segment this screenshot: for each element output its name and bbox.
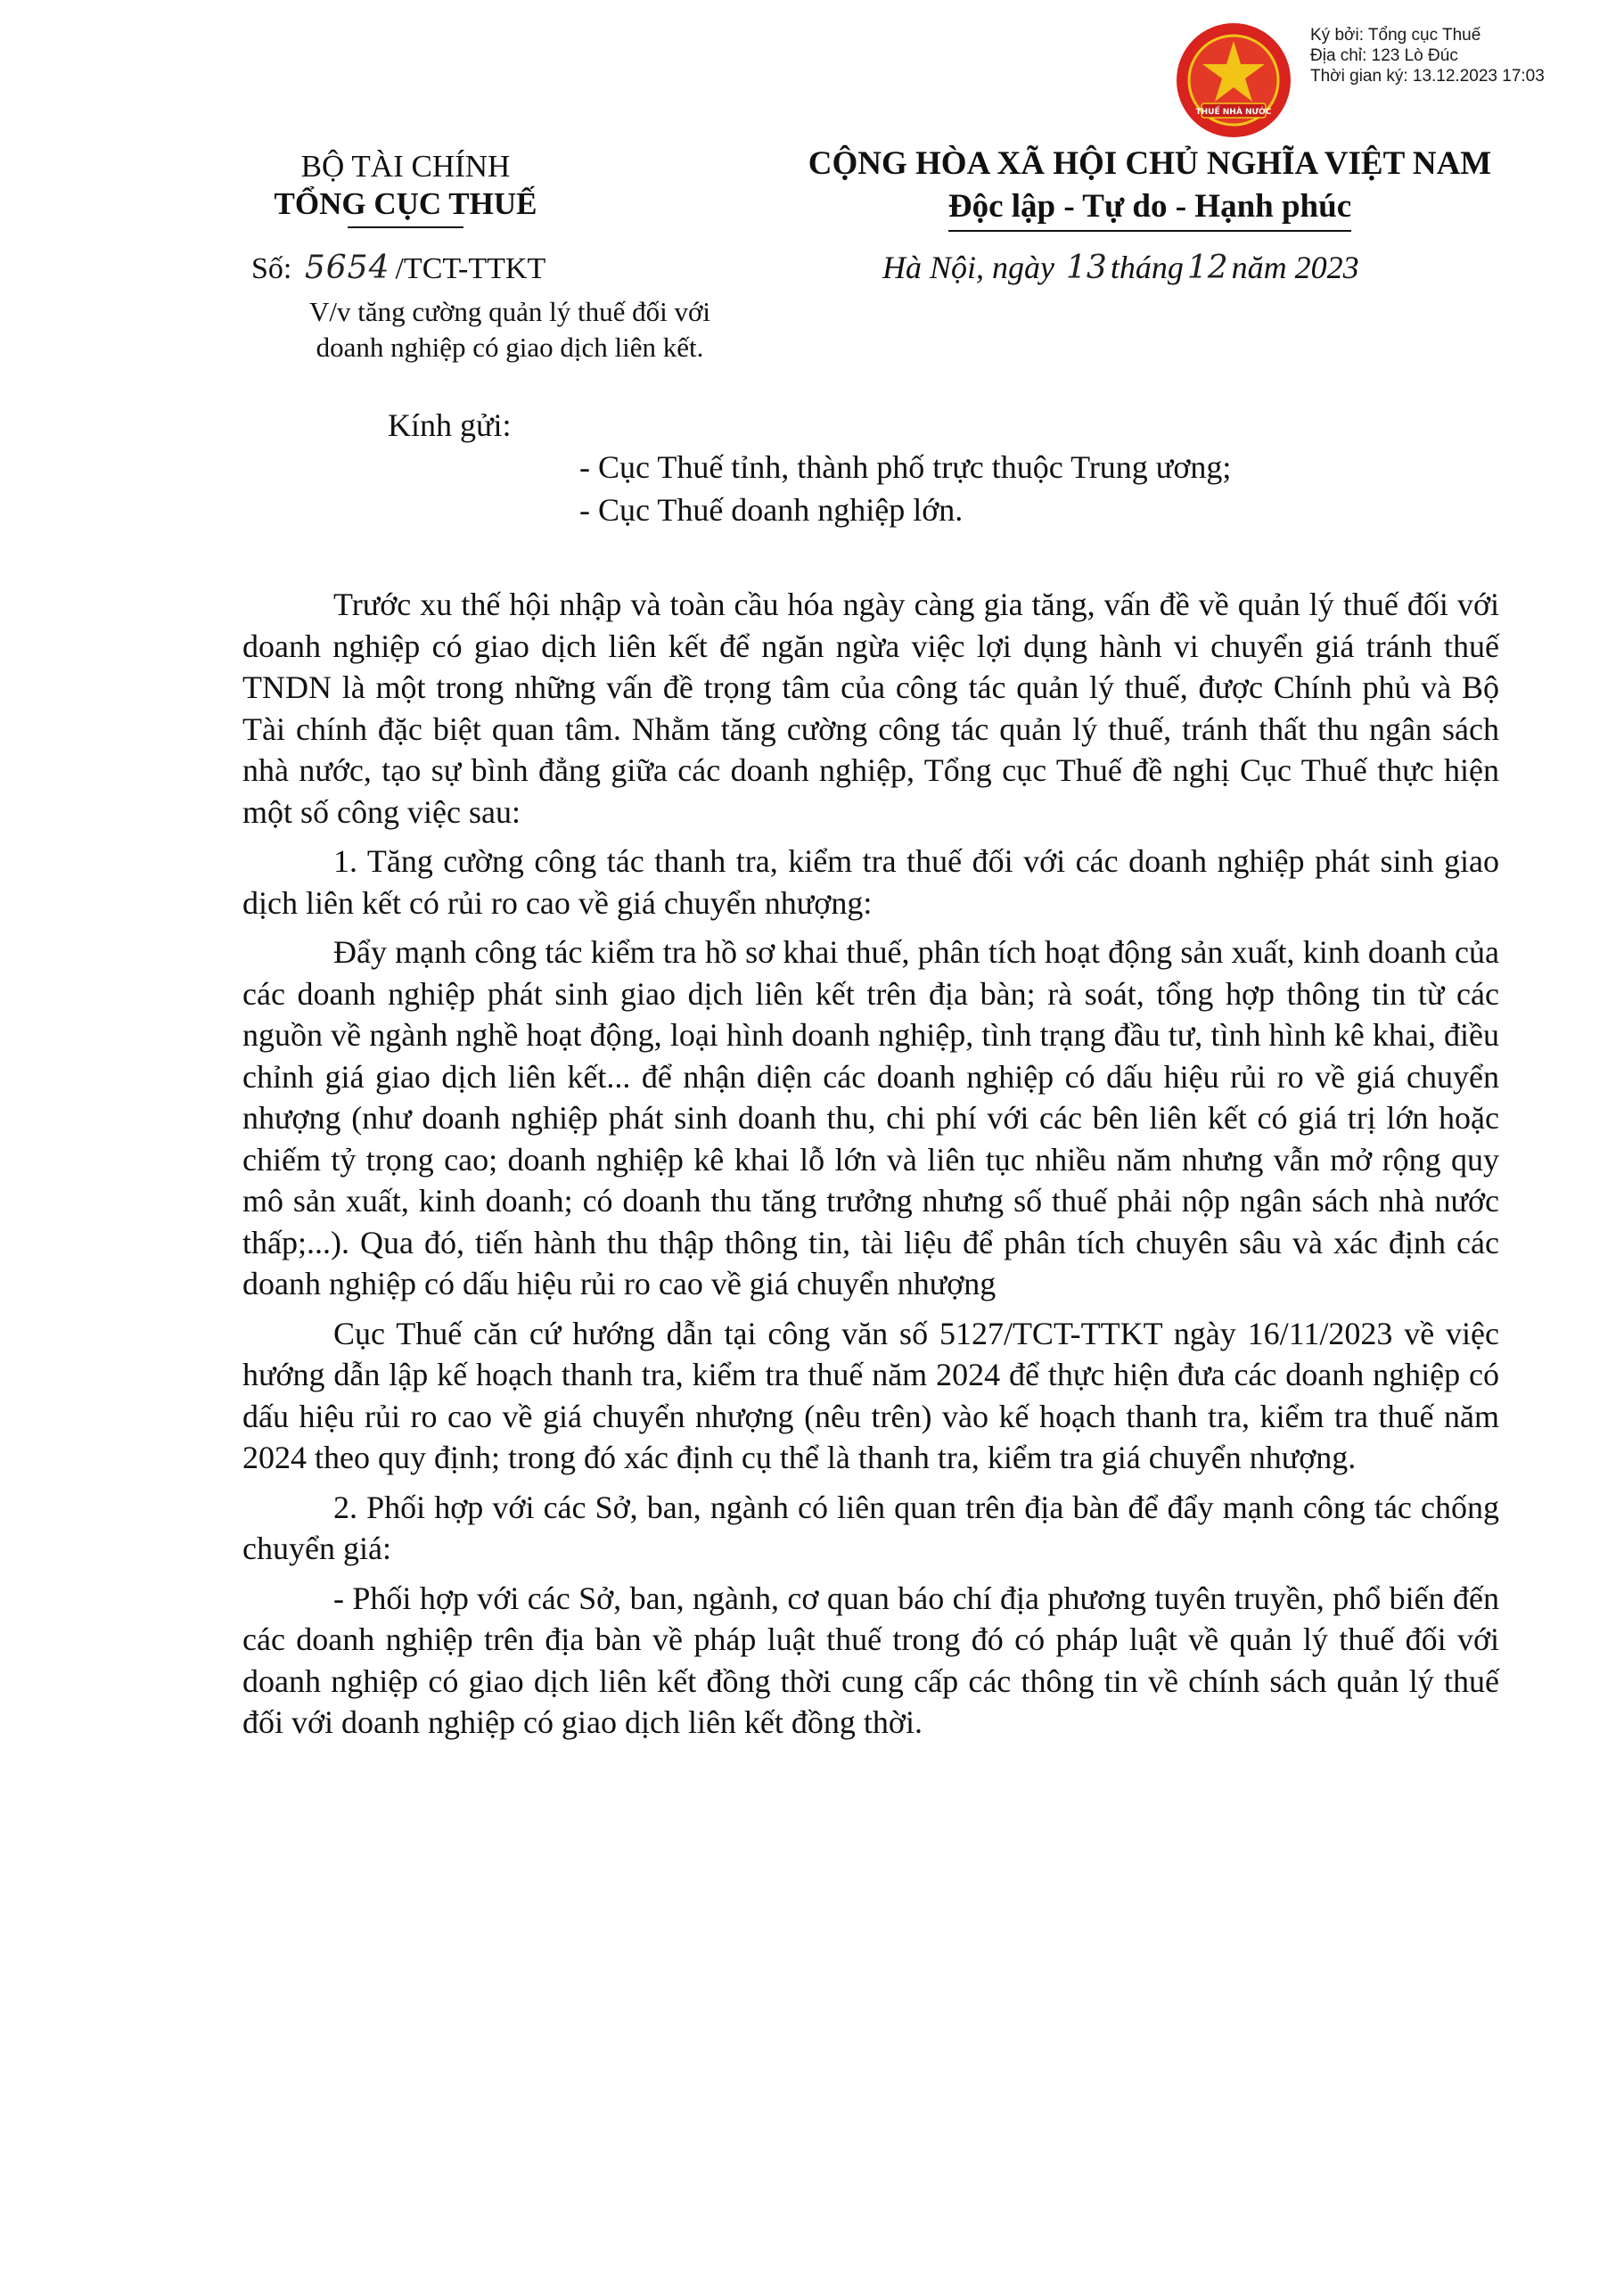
signer-address: Địa chỉ: 123 Lò Đúc xyxy=(1310,46,1458,65)
signed-by: Ký bởi: Tổng cục Thuế xyxy=(1310,26,1481,45)
document-number xyxy=(251,250,545,287)
document-subject xyxy=(242,294,777,365)
body-paragraph: Trước xu thế hội nhập và toàn cầu hóa ngày càng gia tăng, vấn đề về quản lý thuế đối với doanh nghiệp có giao dịch liên kết để ngăn ngừa việc lợi dụng hành vi chuyển giá tránh thuế TNDN là một trong những vấn đề trọng tâm của công tác quản lý thuế, được Chính phủ và Bộ Tài chính đặc biệt quan tâm. Nhằm tăng cường công tác quản lý thuế, tránh thất thu ngân sách nhà nước, tạo sự bình đẳng giữa các doanh nghiệp, Tổng cục Thuế đề nghị Cục Thuế thực hiện một số công việc sau: xyxy=(242,587,1499,830)
recipients-list xyxy=(579,446,1231,531)
svg-text:THUẾ NHÀ NƯỚC: THUẾ NHÀ NƯỚC xyxy=(1195,108,1272,117)
date-month-handwritten: 12 xyxy=(1186,250,1228,286)
subject-line-2: doanh nghiệp có giao dịch liên kết. xyxy=(316,332,704,363)
recipient-item: - Cục Thuế doanh nghiệp lớn. xyxy=(579,492,964,528)
doc-number-suffix: /TCT-TTKT xyxy=(395,252,546,285)
nation-title: CỘNG HÒA XÃ HỘI CHỦ NGHĨA VIỆT NAM xyxy=(808,145,1492,182)
agency-underline xyxy=(348,226,463,228)
date-prefix: Hà Nội, ngày xyxy=(882,250,1054,285)
signing-time: Thời gian ký: 13.12.2023 17:03 xyxy=(1310,67,1545,86)
body-paragraph: Đẩy mạnh công tác kiểm tra hồ sơ khai thuế, phân tích hoạt động sản xuất, kinh doanh của các doanh nghiệp phát sinh giao dịch liên kết trên địa bàn; rà soát, tổng hợp thông tin từ các nguồn về ngành nghề hoạt động, loại hình doanh nghiệp, tình trạng đầu tư, tình hình kê khai, điều chỉnh giá giao dịch liên kết... để nhận diện các doanh nghiệp có dấu hiệu rủi ro về giá chuyển nhượng (như doanh nghiệp phát sinh doanh thu, chi phí với các bên liên kết có giá trị lớn hoặc chiếm tỷ trọng cao; doanh nghiệp kê khai lỗ lớn và liên tục nhiều năm nhưng vẫn mở rộng quy mô sản xuất, kinh doanh; có doanh thu tăng trưởng nhưng số thuế phải nộp ngân sách nhà nước thấp;...). Qua đó, tiến hành thu thập thông tin, tài liệu để phân tích chuyên sâu và xác định các doanh nghiệp có dấu hiệu rủi ro cao về giá chuyển nhượng xyxy=(242,934,1499,1301)
date-month-label: tháng xyxy=(1110,250,1184,285)
issuing-agency xyxy=(258,148,553,228)
recipients-label: Kính gửi: xyxy=(388,407,512,443)
digital-signature-info xyxy=(1310,25,1604,86)
body-paragraph: 2. Phối hợp với các Sở, ban, ngành có liên quan trên địa bàn để đẩy mạnh công tác chống chuyển giá: xyxy=(242,1489,1499,1566)
document-date xyxy=(882,250,1359,286)
document-body xyxy=(242,584,1499,1752)
tax-seal-logo xyxy=(1175,21,1292,139)
national-motto: Độc lập - Tự do - Hạnh phúc xyxy=(948,185,1351,228)
subject-line-1: V/v tăng cường quản lý thuế đối với xyxy=(309,296,710,327)
national-header xyxy=(758,143,1542,228)
body-paragraph: 1. Tăng cường công tác thanh tra, kiểm tra thuế đối với các doanh nghiệp phát sinh giao dịch liên kết có rủi ro cao về giá chuyển nhượng: xyxy=(242,843,1499,921)
ministry-name: BỘ TÀI CHÍNH xyxy=(300,149,511,184)
department-name: TỔNG CỤC THUẾ xyxy=(274,186,537,221)
date-year: năm 2023 xyxy=(1231,250,1359,285)
doc-number-handwritten: 5654 xyxy=(304,250,390,286)
body-paragraph: - Phối hợp với các Sở, ban, ngành, cơ quan báo chí địa phương tuyên truyền, phổ biến đến các doanh nghiệp trên địa bàn về pháp luật thuế trong đó có pháp luật về quản lý thuế đối với doanh nghiệp có giao dịch liên kết đồng thời cung cấp các thông tin về chính sách quản lý thuế đối với doanh nghiệp có giao dịch liên kết đồng thời. xyxy=(242,1580,1499,1740)
recipient-item: - Cục Thuế tỉnh, thành phố trực thuộc Trung ương; xyxy=(579,449,1232,485)
body-paragraph: Cục Thuế căn cứ hướng dẫn tại công văn số 5127/TCT-TTKT ngày 16/11/2023 về việc hướng dẫn lập kế hoạch thanh tra, kiểm tra thuế năm 2024 để thực hiện đưa các doanh nghiệp có dấu hiệu rủi ro cao về giá chuyển nhượng (nêu trên) vào kế hoạch thanh tra, kiểm tra thuế năm 2024 theo quy định; trong đó xác định cụ thể là thanh tra, kiểm tra giá chuyển nhượng. xyxy=(242,1315,1499,1475)
date-day-handwritten: 13 xyxy=(1066,250,1107,286)
doc-number-prefix: Số: xyxy=(251,252,292,285)
